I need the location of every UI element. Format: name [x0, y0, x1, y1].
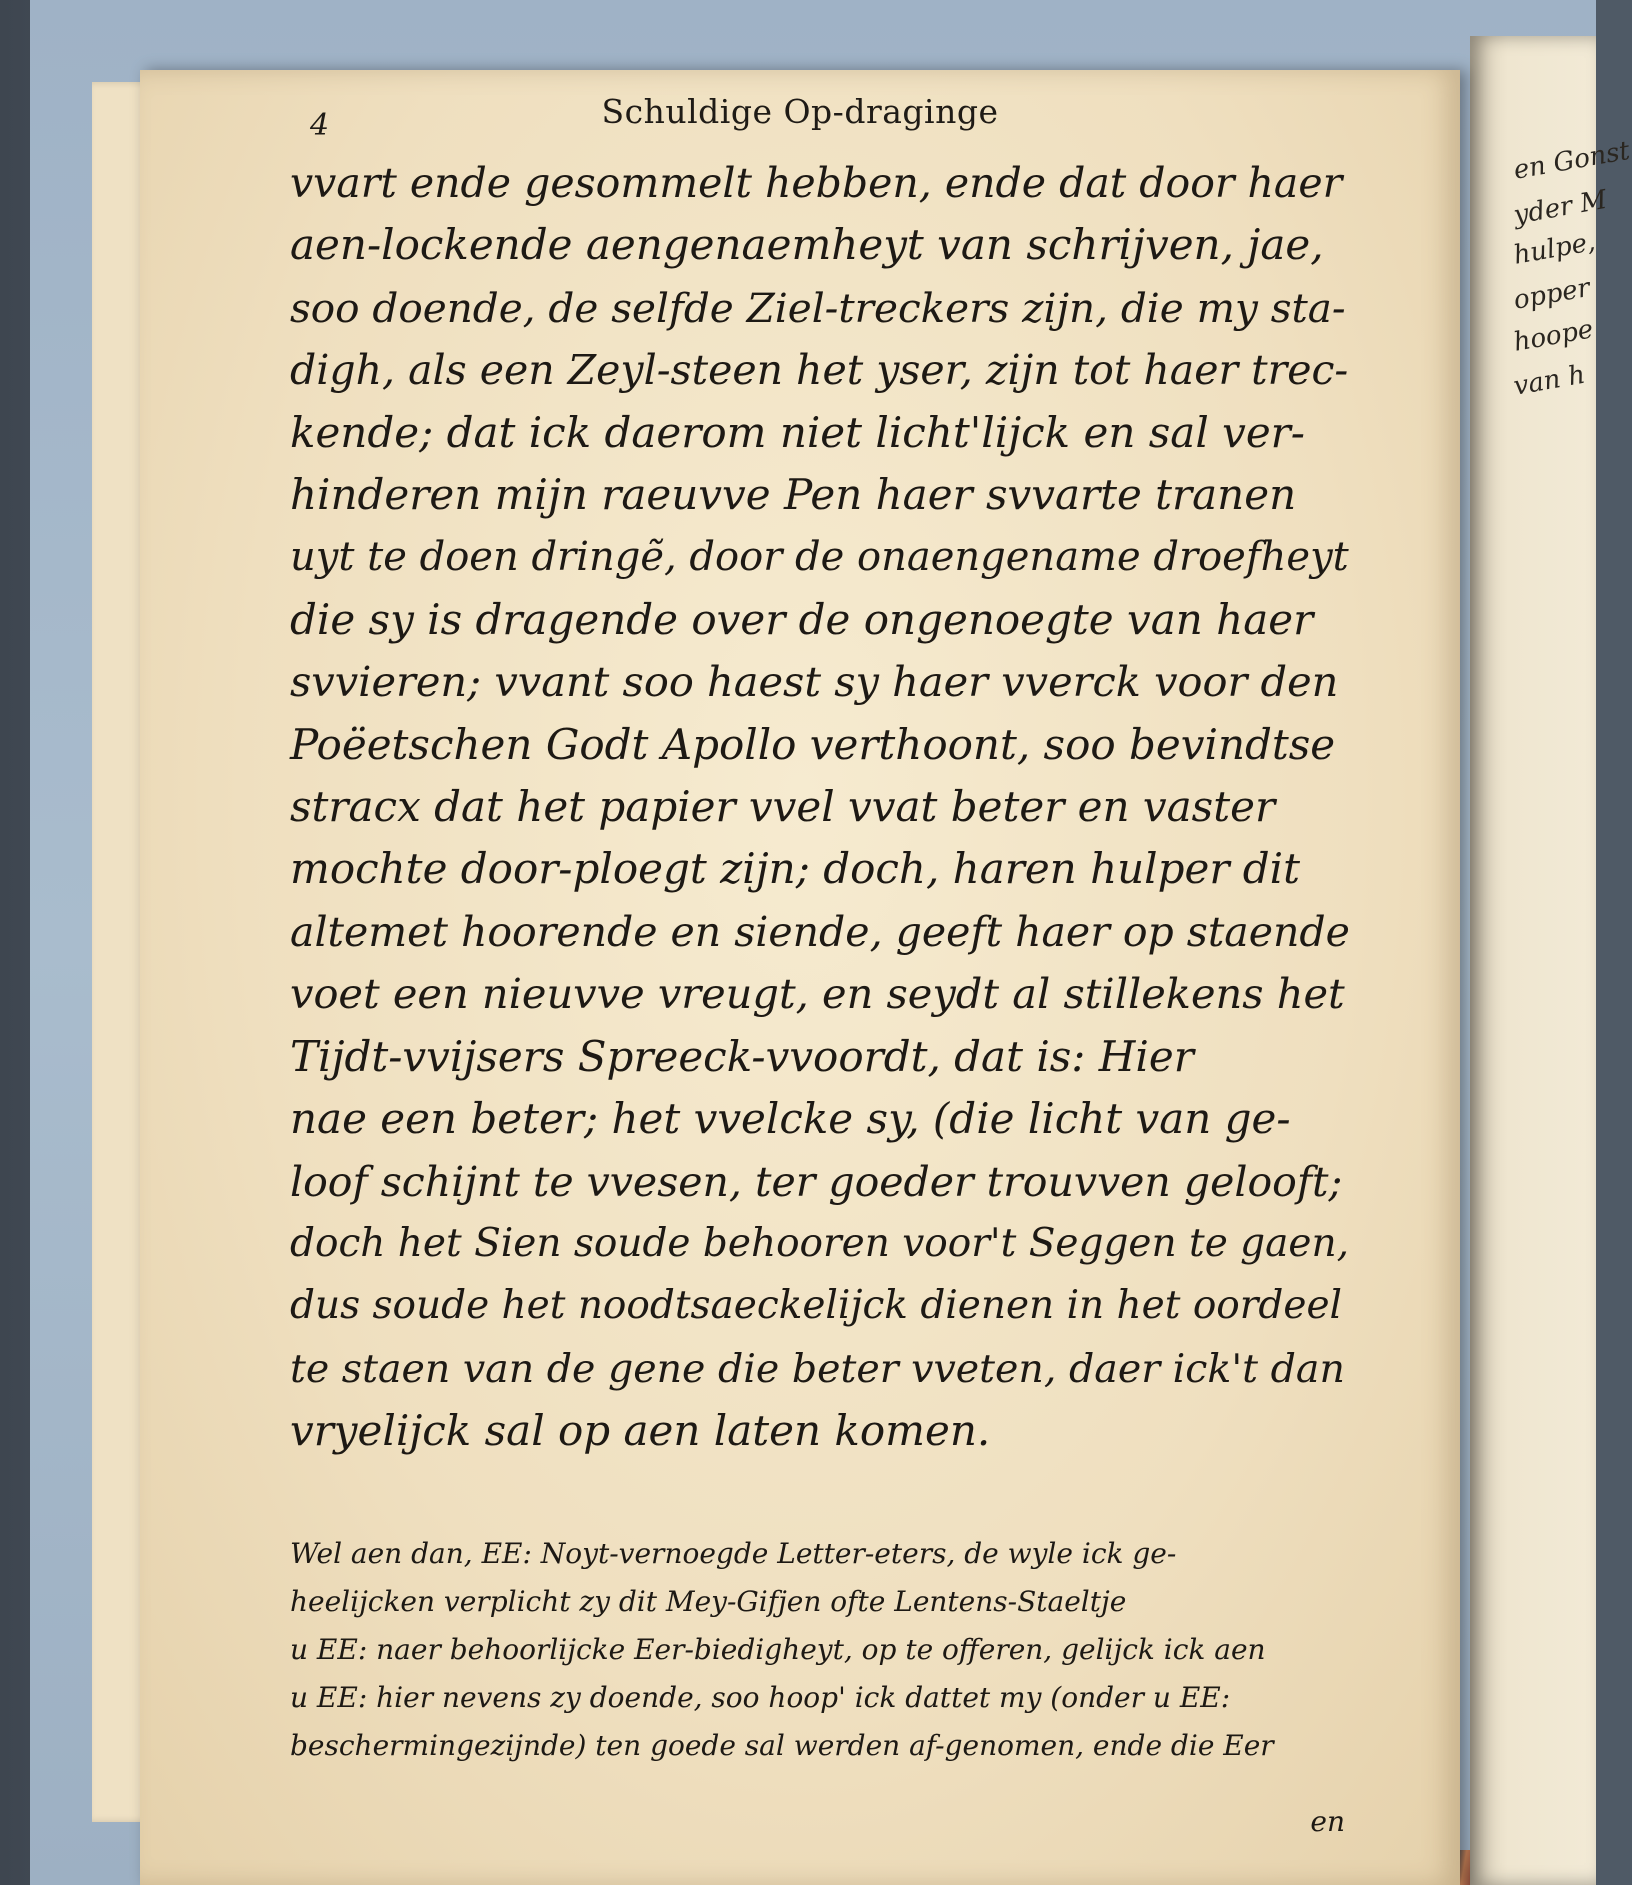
page-number: 4 — [310, 108, 330, 143]
text-line: Tijdt-vvijsers Spreeck-vvoordt, dat is: Hier — [290, 1031, 1194, 1081]
facing-page-fragment: hoope — [1511, 314, 1596, 358]
closing-paragraph — [290, 1530, 1360, 1770]
note-line: heelijcken verplicht zy dit Mey-Gifjen ofte Lentens-Staeltje — [290, 1585, 1127, 1618]
text-line: dus soude het noodtsaeckelijck dienen in het oordeel — [290, 1283, 1343, 1329]
body-text — [290, 152, 1350, 1463]
book-page — [140, 70, 1460, 1885]
text-line: loof schijnt te vvesen, ter goeder trouvven gelooft; — [290, 1157, 1343, 1206]
text-line: nae een beter; het vvelcke sy, (die licht van ge- — [290, 1094, 1291, 1144]
facing-page-fragment: en Gonst — [1511, 135, 1632, 186]
running-head: Schuldige Op-draginge — [601, 92, 999, 131]
facing-page-fragment: van h — [1511, 359, 1588, 402]
text-line: voet een nieuvve vreugt, en seydt al stillekens het — [290, 969, 1345, 1019]
text-line: digh, als een Zeyl-steen het yser, zijn tot haer trec- — [290, 346, 1349, 395]
text-line: soo doende, de selfde Ziel-treckers zijn, die my sta- — [290, 283, 1346, 332]
text-line: Poëetschen Godt Apollo verthoont, soo bevindtse — [290, 719, 1336, 769]
text-line: stracx dat het papier vvel vvat beter en vaster — [290, 782, 1276, 832]
text-line: uyt te doen dringẽ, door de onaengename droefheyt — [290, 534, 1349, 581]
facing-page-edge — [1470, 36, 1632, 1885]
text-line: aen-lockende aengenaemheyt van schrijven, jae, — [290, 220, 1324, 270]
catchword: en — [1310, 1805, 1345, 1838]
note-line: u EE: hier nevens zy doende, soo hoop' ick dattet my (onder u EE: — [290, 1681, 1231, 1714]
note-line: u EE: naer behoorlijcke Eer-biedigheyt, op te offeren, gelijck ick aen — [290, 1633, 1266, 1666]
text-line: kende; dat ick daerom niet licht'lijck en sal ver- — [290, 407, 1305, 457]
facing-page-fragment: hulpe, — [1511, 226, 1598, 271]
note-line: beschermingezijnde) ten goede sal werden af-genomen, ende die Eer — [290, 1729, 1274, 1762]
text-line: die sy is dragende over de ongenoegte van haer — [290, 594, 1314, 644]
text-line: altemet hoorende en siende, geeft haer op staende — [290, 907, 1350, 956]
text-line: hinderen mijn raeuvve Pen haer svvarte tranen — [290, 470, 1297, 520]
facing-page-fragment: yder M — [1511, 184, 1610, 231]
text-line: vryelijck sal op aen laten komen. — [290, 1406, 991, 1456]
text-line: svvieren; vvant soo haest sy haer vverck voor den — [290, 657, 1339, 707]
text-line: te staen van de gene die beter vveten, daer ick't dan — [290, 1345, 1345, 1392]
text-line: doch het Sien soude behooren voor't Seggen te gaen, — [290, 1220, 1349, 1266]
text-line: vvart ende gesommelt hebben, ende dat door haer — [290, 159, 1343, 207]
text-line: mochte door-ploegt zijn; doch, haren hulper dit — [290, 844, 1300, 894]
note-line: Wel aen dan, EE: Noyt-vernoegde Letter-eters, de wyle ick ge- — [290, 1537, 1177, 1570]
facing-page-fragment: opper — [1511, 272, 1593, 316]
